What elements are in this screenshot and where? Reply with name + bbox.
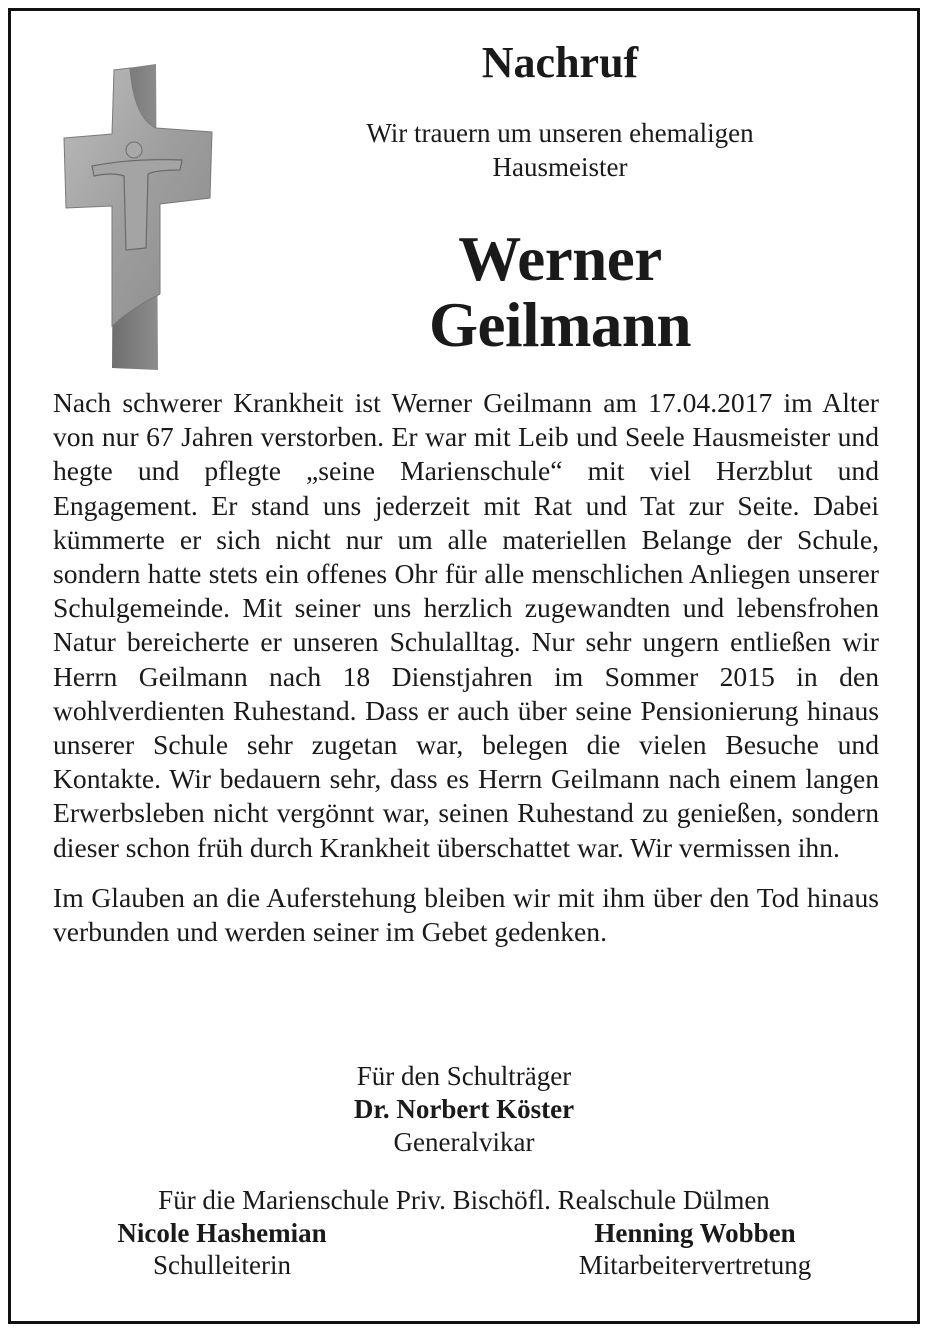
right-signature [540, 1217, 850, 1281]
cross-icon [52, 58, 222, 378]
deceased-name [300, 226, 820, 358]
schultraeger-label: Für den Schulträger [356, 1061, 572, 1091]
right-signer-name: Henning Wobben [594, 1218, 796, 1248]
right-signer-role: Mitarbeitervertretung [578, 1250, 812, 1280]
school-label: Für die Marienschule Priv. Bischöfl. Realschule Dülmen [158, 1185, 770, 1215]
paragraph-1: Nach schwerer Krankheit ist Werner Geilmann am 17.04.2017 im Alter von nur 67 Jahren verstorben. Er war mit Leib und Seele Hausmeister und hegte und pflegte „seine Marienschule“ mit viel Herzblut und Engagement. Er stand uns jederzeit mit Rat und Tat zur Seite. Dabei kümmerte er sich nicht nur um alle materiellen Belange der Schule, sondern hatte stets ein offenes Ohr für alle menschlichen Anliegen unserer Schulgemeinde. Mit seiner uns herzlich zugewandten und lebensfrohen Natur bereicherte er unseren Schulalltag. Nur sehr ungern entließen wir Herrn Geilmann nach 18 Dienstjahren im Sommer 2015 in den wohlverdienten Ruhestand. Dass er auch über seine Pensionierung hinaus unserer Schule sehr zugetan war, belegen die vielen Besuche und Kontakte. Wir bedauern sehr, dass es Herrn Geilmann nach einem langen Erwerbsleben nicht vergönnt war, seinen Ruhestand zu genießen, sondern dieser schon früh durch Krankheit überschattet war. Wir vermissen ihn. [53, 387, 879, 863]
left-signature [82, 1217, 362, 1281]
schultraeger-signature [214, 1060, 714, 1159]
deceased-last-name: Geilmann [428, 290, 692, 360]
page-title: Nachruf [481, 38, 639, 87]
obituary-text [53, 386, 879, 949]
subtitle [280, 116, 840, 184]
schultraeger-role: Generalvikar [393, 1127, 535, 1157]
paragraph-2: Im Glauben an die Auferstehung bleiben wir mit ihm über den Tod hinaus verbunden und werden seiner im Gebet gedenken. [53, 881, 879, 948]
schultraeger-name: Dr. Norbert Köster [353, 1094, 575, 1124]
subtitle-line-2: Hausmeister [492, 152, 628, 182]
subtitle-line-1: Wir trauern um unseren ehemaligen [366, 118, 754, 148]
left-signer-name: Nicole Hashemian [117, 1218, 327, 1248]
deceased-first-name: Werner [458, 224, 662, 294]
left-signer-role: Schulleiterin [153, 1250, 291, 1280]
